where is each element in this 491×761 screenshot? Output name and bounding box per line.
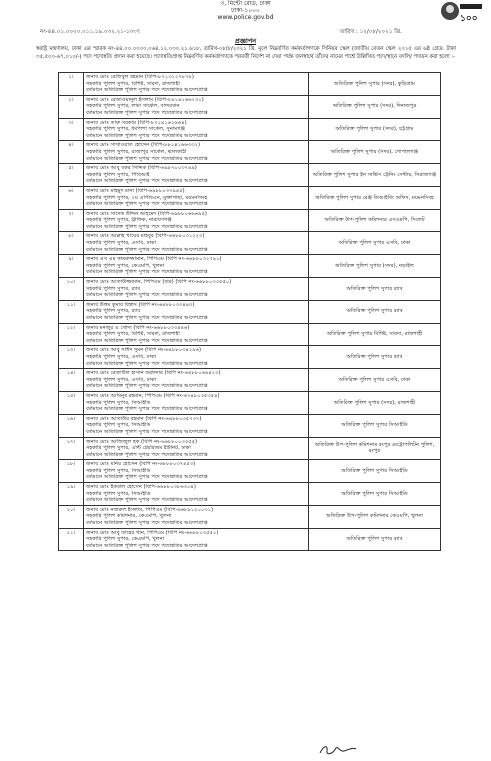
- serial-number: ৭।: [59, 209, 84, 232]
- promotion-status: বর্তমানে অতিরিক্ত পুলিশ সুপার পদে পদোন্নতির আদেশপ্রাপ্ত: [86, 269, 208, 276]
- svg-text:১০০: ১০০: [460, 14, 478, 24]
- present-post: সহকারি পুলিশ কমিশনার, কেএমপি, খুলনা: [86, 513, 172, 520]
- officer-details: [84, 118, 309, 141]
- table-row: [59, 141, 441, 164]
- new-posting: অতিরিক্ত পুলিশ সুপার (সদর), চট্টগ্রাম: [309, 118, 441, 141]
- promotion-status: বর্তমানে অতিরিক্ত পুলিশ সুপার পদে পদোন্নতির আদেশপ্রাপ্ত: [86, 87, 208, 94]
- document-title: প্রজ্ঞাপন: [234, 37, 257, 45]
- new-posting: অতিরিক্ত পুলিশ সুপার (সদর), কুড়িগ্রাম: [309, 73, 441, 96]
- present-post: সহকারি পুলিশ সুপার, ২য় এপিবিএন, মুক্তাগাছা, ময়মনসিংহ: [86, 194, 208, 201]
- new-posting: অতিরিক্ত পুলিশ সুপার সিআইডি: [309, 460, 441, 483]
- promotion-table: [58, 72, 441, 551]
- officer-details: [84, 323, 309, 346]
- promotion-status: বর্তমানে অতিরিক্ত পুলিশ সুপার পদে পদোন্নতির আদেশপ্রাপ্ত: [86, 155, 208, 162]
- present-post: সহকারি পুলিশ সুপার, রাজাপুর সার্কেল, ঝালকাঠী: [86, 148, 187, 155]
- present-post: সহকারি পুলিশ সুপার, এসবি, ঢাকা: [86, 240, 157, 247]
- present-post: সহকারি পুলিশ সুপার, র‌্যাব: [86, 285, 141, 292]
- officer-details: [84, 300, 309, 323]
- serial-number: ১৪।: [59, 369, 84, 392]
- new-posting: অতিরিক্ত পুলিশ সুপার এসবি, ঢাকা: [309, 232, 441, 255]
- serial-number: ৪।: [59, 141, 84, 164]
- new-posting: অতিরিক্ত পুলিশ সুপার এসবি, ঢাকা: [309, 369, 441, 392]
- table-row: [59, 437, 441, 460]
- serial-number: ৮।: [59, 232, 84, 255]
- officer-details: [84, 528, 309, 551]
- website: www.police.gov.bd: [217, 14, 274, 21]
- new-posting: অতিরিক্ত পুলিশ সুপার (সদর), রাজশাহী: [309, 391, 441, 414]
- officer-name: জনাব মোঃ আজিজুল হক (বিপি নং-৬৬৮৮০০৩৩৫৫): [86, 438, 197, 445]
- table-row: [59, 118, 441, 141]
- officer-name: জনাব মোঃ আল্লাহ খায়ের মাহবুব (বিপি-৬৬৮৮০৩১২২৩): [86, 233, 205, 240]
- officer-name: জনাব মোঃ তারু সরকার (বিপি-৮৭১৪১৬২৬৬৪): [86, 119, 187, 126]
- officer-details: [84, 369, 309, 392]
- present-post: সহকারি পুলিশ সুপার, সিআইডি: [86, 467, 151, 474]
- table-row: [59, 186, 441, 209]
- table-row: [59, 73, 441, 96]
- new-posting: অতিরিক্ত পুলিশ সুপার র‌্যাব: [309, 278, 441, 301]
- officer-details: [84, 141, 309, 164]
- memo-date: তারিখ : ১২/০৮/২০২১ খ্রি.: [340, 29, 402, 35]
- present-post: সহকারি পুলিশ সুপার, কেএমপি, খুলনা: [86, 262, 165, 269]
- present-post: সহকারি পুলিশ সুপার, সিআইডি: [86, 490, 151, 497]
- present-post: সহকারি পুলিশ সুপার, বিশিষ্ট, সারদা, রাজশাহী: [86, 80, 180, 87]
- present-post: সহকারি পুলিশ সুপার, লামা সার্কেল, বান্দরবান: [86, 103, 180, 110]
- officer-name: জনাব মোঃ সাখাওয়াত হোসেন (বিপি-৮৮১৪১৬৬৩৩২): [86, 142, 201, 149]
- serial-number: ১।: [59, 73, 84, 96]
- promotion-status: বর্তমানে অতিরিক্ত পুলিশ সুপার পদে পদোন্নতির আদেশপ্রাপ্ত: [86, 178, 208, 185]
- new-posting: অতিরিক্ত পুলিশ সুপার (সদর), নড়াইল: [309, 255, 441, 278]
- new-posting: অতিরিক্ত পুলিশ সুপার ইন সার্ভিস ট্রেনিং সেন্টার, সিরাজগঞ্জ: [309, 164, 441, 187]
- officer-name: জনাব মোঃ রেজিবুল রহমান (বিপি-৮৭১৩১২৭৮৭৮): [86, 74, 194, 80]
- address-line-1: ৩, মিন্টো রোড, ঢাকা: [220, 0, 271, 7]
- officer-details: [84, 95, 309, 118]
- table-row: [59, 278, 441, 301]
- officer-name: জনাব মোঃ আবু তাহের খান, পিপিএম (বিপি নং-৬৬৮৮০৩৫৫০): [86, 529, 219, 536]
- promotion-status: বর্তমানে অতিরিক্ত পুলিশ সুপার পদে পদোন্নতির আদেশপ্রাপ্ত: [86, 223, 208, 230]
- officer-name: জনাব মোঃ রেজাওয়ানুল ইসলাম (বিপি-৮৮১৪১৬৬২৩০): [86, 96, 204, 103]
- serial-number: ১৫।: [59, 391, 84, 414]
- present-post: সহকারি পুলিশ সুপার, সিআইডি: [86, 399, 151, 406]
- table-row: [59, 346, 441, 369]
- officer-name: জনাব মোঃ মাহমুদ রানা (বিপি-৬৯৮৮০৩৭৯৪৫): [86, 187, 185, 194]
- officer-name: জনাব মনজুর এ খোদা (বিপি নং-৬৬৮৮০৩৩৪৪৬): [86, 324, 190, 331]
- promotion-status: বর্তমানে অতিরিক্ত পুলিশ সুপার পদে পদোন্নতির আদেশপ্রাপ্ত: [86, 474, 208, 481]
- promotion-status: বর্তমানে অতিরিক্ত পুলিশ সুপার পদে পদোন্নতির আদেশপ্রাপ্ত: [86, 292, 208, 299]
- present-post: সহকারি পুলিশ সুপার, কেএমপি, খুলনা: [86, 536, 165, 543]
- serial-number: ২০।: [59, 505, 84, 528]
- officer-details: [84, 391, 309, 414]
- table-row: [59, 300, 441, 323]
- officer-details: [84, 278, 309, 301]
- promotion-status: বর্তমানে অতিরিক্ত পুলিশ সুপার পদে পদোন্নতির আদেশপ্রাপ্ত: [86, 542, 208, 549]
- serial-number: ৬।: [59, 186, 84, 209]
- officer-name: জনাব মোঃ আবু সাঈদ সুমন (বিপি নং-৬৪৮৮০৩৪২৯৬): [86, 347, 201, 354]
- officer-name: জনাব মোঃ রেজাউল হাসান তরফদার (বিপি নং-৬৪৮৮০৬৪৪২৩): [86, 370, 221, 377]
- promotion-status: বর্তমানে অতিরিক্ত পুলিশ সুপার পদে পদোন্নতির আদেশপ্রাপ্ত: [86, 406, 208, 413]
- signature: [318, 742, 358, 756]
- new-posting: অতিরিক্ত পুলিশ সুপার র‌্যাব: [309, 300, 441, 323]
- promotion-status: বর্তমানে অতিরিক্ত পুলিশ সুপার পদে পদোন্নতির আদেশপ্রাপ্ত: [86, 315, 208, 321]
- officer-details: [84, 414, 309, 437]
- table-row: [59, 460, 441, 483]
- officer-details: [84, 73, 309, 96]
- promotion-status: বর্তমানে অতিরিক্ত পুলিশ সুপার পদে পদোন্নতির আদেশপ্রাপ্ত: [86, 451, 208, 458]
- promotion-status: বর্তমানে অতিরিক্ত পুলিশ সুপার পদে পদোন্নতির আদেশপ্রাপ্ত: [86, 428, 208, 435]
- present-post: সহকারি পুলিশ সুপার, পিবিআই: [86, 171, 150, 178]
- table-row: [59, 95, 441, 118]
- new-posting: অতিরিক্ত পুলিশ সুপার সিআইডি: [309, 414, 441, 437]
- officer-details: [84, 346, 309, 369]
- new-posting: অতিরিক্ত পুলিশ সুপার র‌্যাব: [309, 346, 441, 369]
- officer-name: জনাব মোঃ মনির হোসেন (বিপি নং-৬৮৮৮০৩৭৪৫৩): [86, 461, 196, 468]
- serial-number: ১৬।: [59, 414, 84, 437]
- serial-number: ৯।: [59, 255, 84, 278]
- officer-name: জনাব মোঃ নজরুল ইসলাম, পিপিএম (বিপি-৬৬৮৮১২০০৩১): [86, 506, 214, 513]
- serial-number: ১৮।: [59, 460, 84, 483]
- officer-details: [84, 164, 309, 187]
- present-post: সহকারি পুলিশ সুপার, ধর্মপাশা সার্কেল, সুনামগঞ্জ: [86, 126, 186, 133]
- new-posting: অতিরিক্ত উপ-পুলিশ কমিশনার রংপুর মেট্রোপলিটন পুলিশ, রংপুর: [309, 437, 441, 460]
- present-post: সহকারি পুলিশ সুপার, বিশিষ্ট, সারদা, রাজশাহী: [86, 331, 180, 338]
- table-row: [59, 255, 441, 278]
- officer-name: জনাব এস এম কামরুজ্জামান, পিপিএম (বিপি নং-৬৬৮৮০৩২৭৯১): [86, 256, 222, 263]
- serial-number: ১০।: [59, 278, 84, 301]
- officer-details: [84, 483, 309, 506]
- new-posting: অতিরিক্ত পুলিশ সুপার (সদর), দিনাজপুর: [309, 95, 441, 118]
- serial-number: ১৭।: [59, 437, 84, 460]
- serial-number: ১৯।: [59, 483, 84, 506]
- promotion-status: বর্তমানে অতিরিক্ত পুলিশ সুপার পদে পদোন্নতির আদেশপ্রাপ্ত: [86, 383, 208, 390]
- table-row: [59, 414, 441, 437]
- table-row: [59, 323, 441, 346]
- intro-paragraph: স্বরাষ্ট্র মন্ত্রণালয়, ঢাকা এর স্মারক নং-৪৪.০০.০০০০.০৬৪.১২.০৩০.২১.৬১৮, তারিখ-০৮/৮/২০২১ খ্রি. মূলে নিম্নবর্ণিত কর্মকর্তাগণকে সিনিয়র স্কেল (জাতীয় বেতন স্কেল ২০১৫ এর ৬ষ্ঠ গ্রেড: টাকা ৩৫,৫০০-৬৭,০১০/-) পদে পদোন্নতি প্রদান করা হয়েছে। পদোন্নতিপ্রাপ্ত নিম্নবর্ণিত কর্মকর্তাগণকে পরবর্তী নির্দেশ না দেয়া পর্যন্ত জনস্বার্থে তাঁদের নামের পার্শ্বে উল্লিখিত পদে/স্থানে বদলি/ পদায়ন করা হলো :-: [36, 46, 456, 61]
- present-post: সহকারি পুলিশ সুপার, র‌্যাব: [86, 308, 141, 315]
- table-row: [59, 164, 441, 187]
- serial-number: ৩।: [59, 118, 84, 141]
- officer-details: [84, 232, 309, 255]
- new-posting: অতিরিক্ত উপ-পুলিশ কমিশনার এসএমপি, সিলেট: [309, 209, 441, 232]
- table-row: [59, 505, 441, 528]
- officer-details: [84, 209, 309, 232]
- promotion-status: বর্তমানে অতিরিক্ত পুলিশ সুপার পদে পদোন্নতির আদেশপ্রাপ্ত: [86, 520, 208, 527]
- table-row: [59, 232, 441, 255]
- mujib-borsho-logo: [440, 0, 484, 28]
- new-posting: অতিরিক্ত পুলিশ সুপার র‌্যাব: [309, 528, 441, 551]
- promotion-status: বর্তমানে অতিরিক্ত পুলিশ সুপার পদে পদোন্নতির আদেশপ্রাপ্ত: [86, 360, 208, 367]
- serial-number: ১২।: [59, 323, 84, 346]
- officer-name: জনাব মোঃ আতাউর রহমান (বিপি নং-৬৪৮৮০৩৫৭৩৭): [86, 415, 202, 422]
- present-post: সহকারি পুলিশ সুপার, এসবি, ঢাকা: [86, 376, 157, 383]
- table-row: [59, 391, 441, 414]
- promotion-status: বর্তমানে অতিরিক্ত পুলিশ সুপার পদে পদোন্নতির আদেশপ্রাপ্ত: [86, 497, 208, 504]
- officer-name: জনাব মোঃ আমিনুর রহমান, পিপিএম (বিপি নং-৬৭৪৮০৩৫৩৫৪): [86, 392, 220, 399]
- officer-name: জনাব উত্তম কুমার বিশ্বাস (বিপি নং-৬৪৮৮০৩৩৪৪৩): [86, 301, 195, 308]
- present-post: সহকারি পুলিশ সুপার, এসবি, ঢাকা: [86, 353, 157, 360]
- promotion-status: বর্তমানে অতিরিক্ত পুলিশ সুপার পদে পদোন্নতির আদেশপ্রাপ্ত: [86, 246, 208, 253]
- officer-details: [84, 186, 309, 209]
- officer-details: [84, 255, 309, 278]
- officer-details: [84, 460, 309, 483]
- officer-details: [84, 437, 309, 460]
- serial-number: ৫।: [59, 164, 84, 187]
- officer-name: জনাব মোঃ আতাউজ্জামান, পিপিএম (বার) (বিপি নং-৬৬৮৮০৩৩৫৫০): [86, 279, 232, 286]
- present-post: সহকারি পুলিশ সুপার, ট্রাফিক, নারায়ণগঞ্জ: [86, 217, 172, 224]
- serial-number: ১১।: [59, 300, 84, 323]
- table-row: [59, 483, 441, 506]
- officer-name: জনাব মোঃ ইকবাল হোসেন (বিপি-৬৬৮৮০৩৮৬৩০৪): [86, 484, 196, 491]
- new-posting: অতিরিক্ত উপ-পুলিশ কমিশনার কেএমপি, খুলনা: [309, 505, 441, 528]
- officer-details: [84, 505, 309, 528]
- serial-number: ২।: [59, 95, 84, 118]
- promotion-status: বর্তমানে অতিরিক্ত পুলিশ সুপার পদে পদোন্নতির আদেশপ্রাপ্ত: [86, 132, 208, 139]
- memo-number: নং-৪৪.০১.০০০০.০১১.১৯.০৩২.২১-১৩৩৭: [40, 29, 141, 35]
- present-post: সহকারি পুলিশ সুপার, সিআইডি: [86, 422, 151, 429]
- present-post: সহকারি পুলিশ সুপার, এন্টি টেররিজম ইউনিট, ঢাকা: [86, 445, 191, 452]
- address-line-2: ঢাকা-১০০০: [231, 7, 260, 14]
- new-posting: অতিরিক্ত পুলিশ সুপার বিশিষ্ট, সারদা, রাজশাহী: [309, 323, 441, 346]
- serial-number: ১৩।: [59, 346, 84, 369]
- new-posting: অতিরিক্ত পুলিশ সুপার রেঞ্জ ডিআইজি অফিস, ময়মনসিংহ: [309, 186, 441, 209]
- promotion-status: বর্তমানে অতিরিক্ত পুলিশ সুপার পদে পদোন্নতির আদেশপ্রাপ্ত: [86, 337, 208, 344]
- promotion-status: বর্তমানে অতিরিক্ত পুলিশ সুপার পদে পদোন্নতির আদেশপ্রাপ্ত: [86, 201, 208, 208]
- promotion-status: বর্তমানে অতিরিক্ত পুলিশ সুপার পদে পদোন্নতির আদেশপ্রাপ্ত: [86, 109, 208, 116]
- table-row: [59, 528, 441, 551]
- table-row: [59, 209, 441, 232]
- serial-number: ২১।: [59, 528, 84, 551]
- officer-name: জনাব মোঃ সাদেক উদ্দিন আহমেদ (বিপি-৬৯৮৮০৬৬৬৯৫): [86, 210, 207, 217]
- officer-name: জনাব মোঃ আবু বকর সিদ্দিক (বিপি-৬৯৮৭০০৩৭৪৯): [86, 165, 197, 172]
- new-posting: অতিরিক্ত পুলিশ সুপার (সদর), গোপালগঞ্জ: [309, 141, 441, 164]
- new-posting: অতিরিক্ত পুলিশ সুপার সিআইডি: [309, 483, 441, 506]
- table-row: [59, 369, 441, 392]
